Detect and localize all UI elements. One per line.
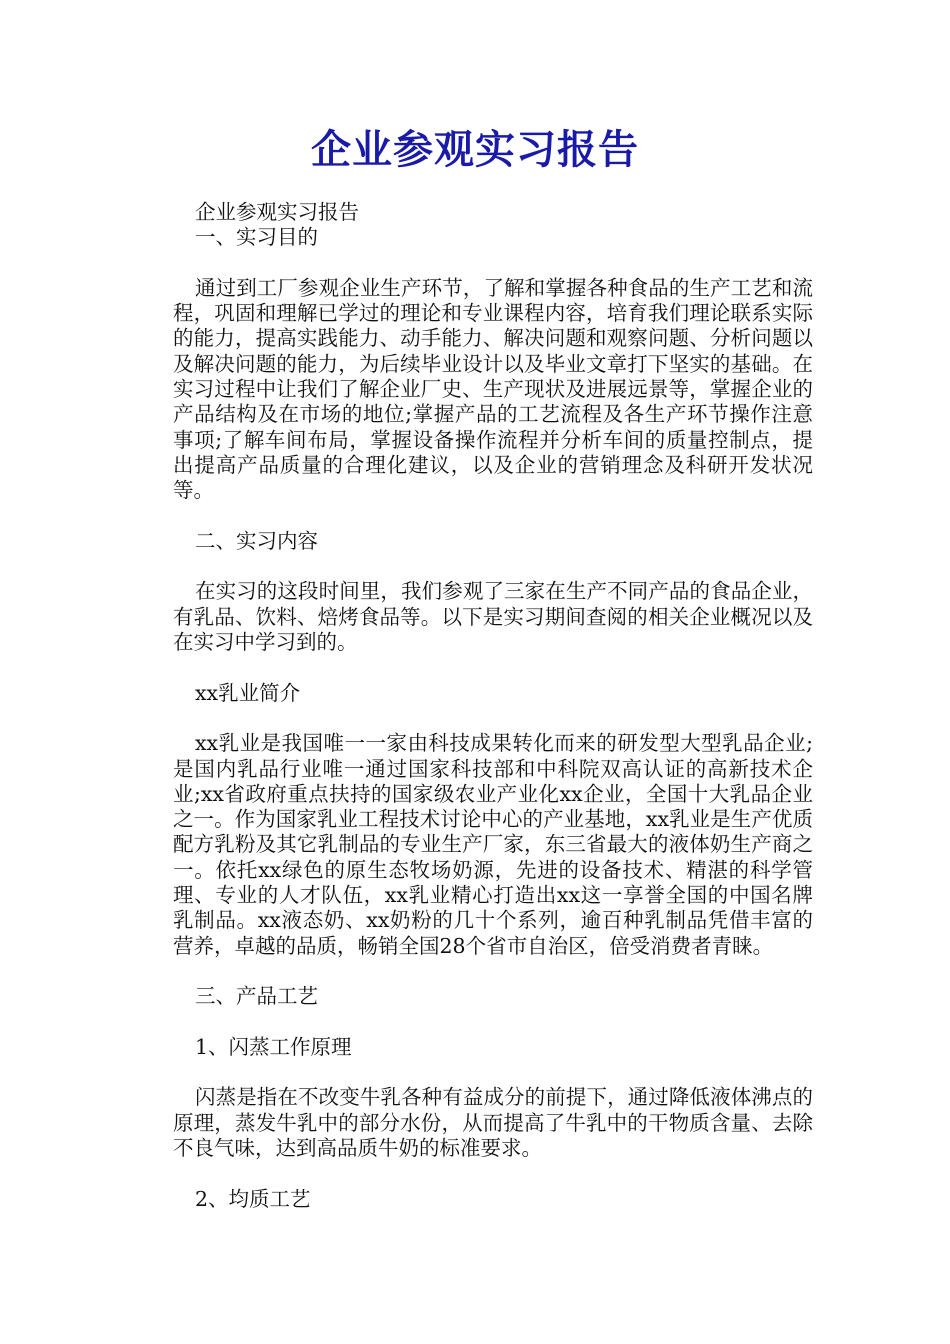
spacer xyxy=(173,655,813,680)
spacer xyxy=(173,1060,813,1085)
paragraph-dairy-intro: xx乳业是我国唯一一家由科技成果转化而来的研发型大型乳品企业;是国内乳品行业唯一通过国家科技部和中科院双高认证的高新技术企业;xx省政府重点扶持的国家级农业产业化xx企业，全国十大乳品企业之一。作为国家乳业工程技术讨论中心的产业基地，xx乳业是生产优质配方乳粉及其它乳制品的专业生产厂家，东三省最大的液体奶生产商之一。依托xx绿色的原生态牧场奶源，先进的设备技术、精湛的科学管理、专业的人才队伍，xx乳业精心打造出xx这一享誉全国的中国名牌乳制品。xx液态奶、xx奶粉的几十个系列，逾百种乳制品凭借丰富的营养，卓越的品质，畅销全国28个省市自治区，倍受消费者青睐。 xyxy=(173,731,813,958)
subheading-flash-evaporation: 1、闪蒸工作原理 xyxy=(195,1034,352,1059)
paragraph-flash-evaporation: 闪蒸是指在不改变牛乳各种有益成分的前提下，通过降低液体沸点的原理，蒸发牛乳中的部分水份，从而提高了牛乳中的干物质含量、去除不良气味，达到高品质牛奶的标准要求。 xyxy=(173,1085,813,1160)
spacer xyxy=(173,1161,813,1186)
section-heading-purpose: 一、实习目的 xyxy=(195,225,318,250)
spacer xyxy=(173,959,813,984)
section-heading-process: 三、产品工艺 xyxy=(195,984,318,1009)
spacer xyxy=(173,554,813,579)
subheading-dairy-intro: xx乳业简介 xyxy=(195,680,301,705)
document-title: 企业参观实习报告 xyxy=(311,126,639,173)
spacer xyxy=(173,706,813,731)
document-subtitle: 企业参观实习报告 xyxy=(195,200,359,224)
section-heading-content: 二、实习内容 xyxy=(195,528,318,553)
subheading-homogenization: 2、均质工艺 xyxy=(195,1186,311,1211)
paragraph-content: 在实习的这段时间里，我们参观了三家在生产不同产品的食品企业，有乳品、饮料、焙烤食品等。以下是实习期间查阅的相关企业概况以及在实习中学习到的。 xyxy=(173,579,813,655)
spacer xyxy=(173,251,813,276)
spacer xyxy=(173,1010,813,1035)
spacer xyxy=(173,504,813,529)
paragraph-purpose: 通过到工厂参观企业生产环节，了解和掌握各种食品的生产工艺和流程，巩固和理解已学过的理论和专业课程内容，培育我们理论联系实际的能力，提高实践能力、动手能力、解决问题和观察问题、分析问题以及解决问题的能力，为后续毕业设计以及毕业文章打下坚实的基础。在实习过程中让我们了解企业厂史、生产现状及进展远景等，掌握企业的产品结构及在市场的地位;掌握产品的工艺流程及各生产环节操作注意事项;了解车间布局，掌握设备操作流程并分析车间的质量控制点，提出提高产品质量的合理化建议，以及企业的营销理念及科研开发状况等。 xyxy=(173,275,813,503)
document-body xyxy=(173,200,813,1212)
